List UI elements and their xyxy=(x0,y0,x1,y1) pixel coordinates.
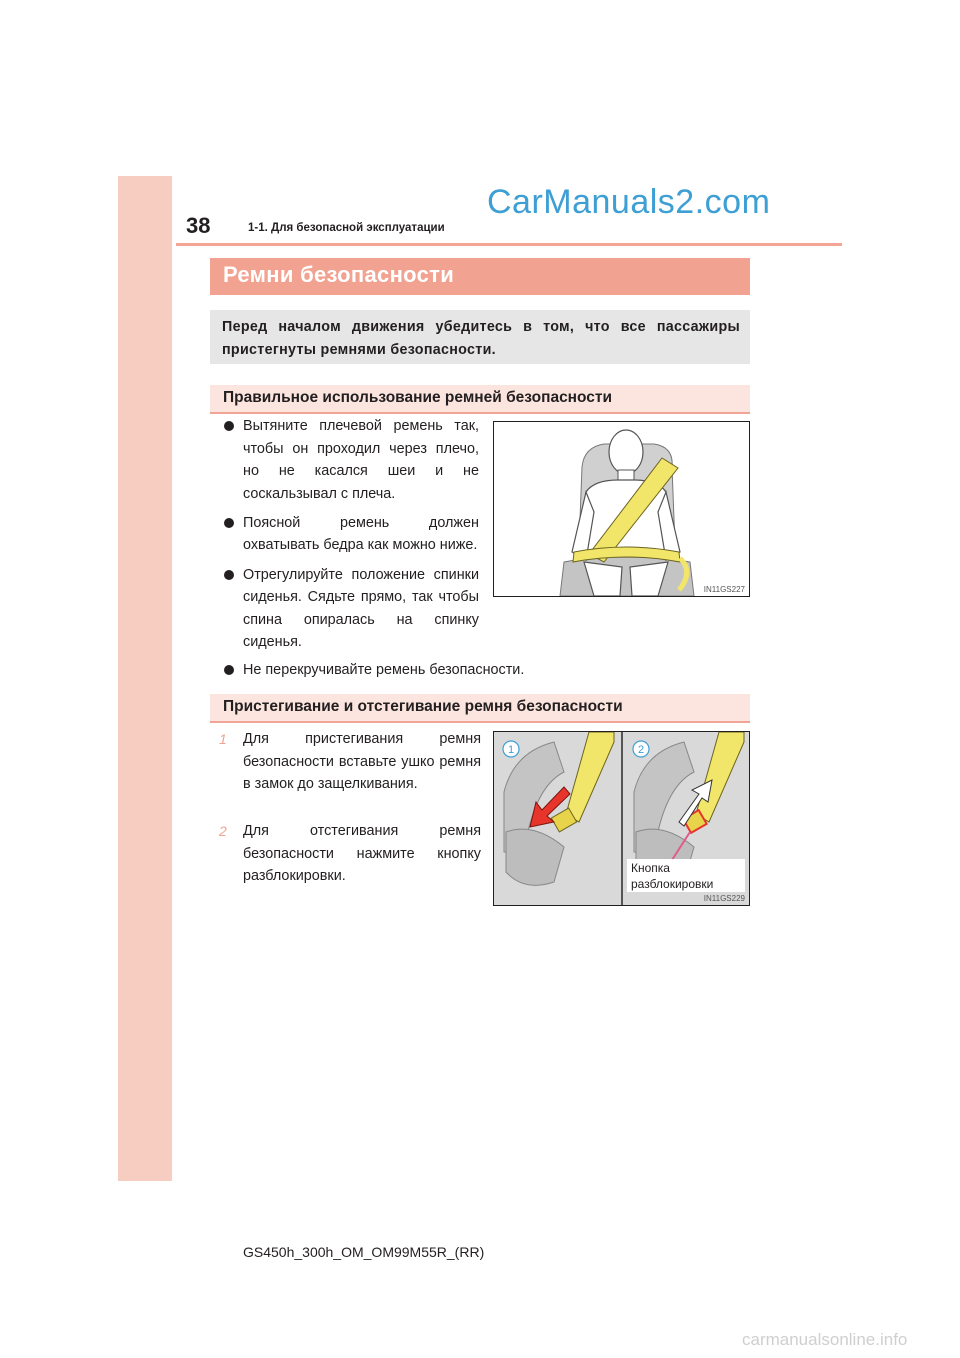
figure-code-1: IN11GS227 xyxy=(703,585,745,594)
document-code: GS450h_300h_OM_OM99M55R_(RR) xyxy=(243,1244,485,1260)
step-number-2: 2 xyxy=(219,823,227,839)
usage-bullet-2: Поясной ремень должен охватывать бедра как можно ниже. xyxy=(224,512,479,557)
section-heading-fastening-text: Пристегивание и отстегивание ремня безопасности xyxy=(223,698,623,715)
page-title-bar xyxy=(210,258,750,295)
header-divider xyxy=(176,243,842,246)
intro-text: Перед началом движения убедитесь в том, что все пассажиры пристегнуты ремнями безопасности. xyxy=(222,319,740,358)
usage-bullet-3: Отрегулируйте положение спинки сиденья. Сядьте прямо, так чтобы спина опиралась на спинку сиденья. xyxy=(224,564,479,654)
usage-bullet-4: Не перекручивайте ремень безопасности. xyxy=(224,659,744,682)
page-sidebar-band xyxy=(118,176,172,1181)
step-fasten xyxy=(219,728,481,796)
seated-person-illustration xyxy=(494,422,749,596)
watermark-carmanualsonline: carmanualsonline.info xyxy=(742,1330,908,1349)
buckle-figure xyxy=(493,731,750,906)
section-heading-usage-text: Правильное использование ремней безопасности xyxy=(223,389,613,406)
page-title: Ремни безопасности xyxy=(223,262,455,287)
figure-callout-1: 1 xyxy=(508,744,515,756)
step-text-2: Для отстегивания ремня безопасности нажмите кнопку разблокировки. xyxy=(243,823,481,885)
release-button-label: Кнопка разблокировки xyxy=(627,859,745,892)
section-heading-usage xyxy=(210,385,750,414)
step-number-1: 1 xyxy=(219,731,227,747)
usage-bullet-list xyxy=(224,415,479,660)
breadcrumb: 1-1. Для безопасной эксплуатации xyxy=(248,222,445,234)
watermark-carmanuals: CarManuals2.com xyxy=(487,183,771,221)
usage-bullet-1: Вытяните плечевой ремень так, чтобы он проходил через плечо, но не касался шеи и не соскальзывал с плеча. xyxy=(224,415,479,505)
step-text-1: Для пристегивания ремня безопасности вставьте ушко ремня в замок до защелкивания. xyxy=(243,731,481,793)
page-number: 38 xyxy=(186,213,211,238)
figure-callout-2: 2 xyxy=(638,744,645,756)
seatbelt-usage-figure xyxy=(493,421,750,597)
usage-bullet-list-wide xyxy=(224,659,744,688)
figure-code-2: IN11GS229 xyxy=(703,894,745,903)
section-heading-fastening xyxy=(210,694,750,723)
step-unfasten xyxy=(219,820,481,888)
intro-box xyxy=(210,310,750,364)
